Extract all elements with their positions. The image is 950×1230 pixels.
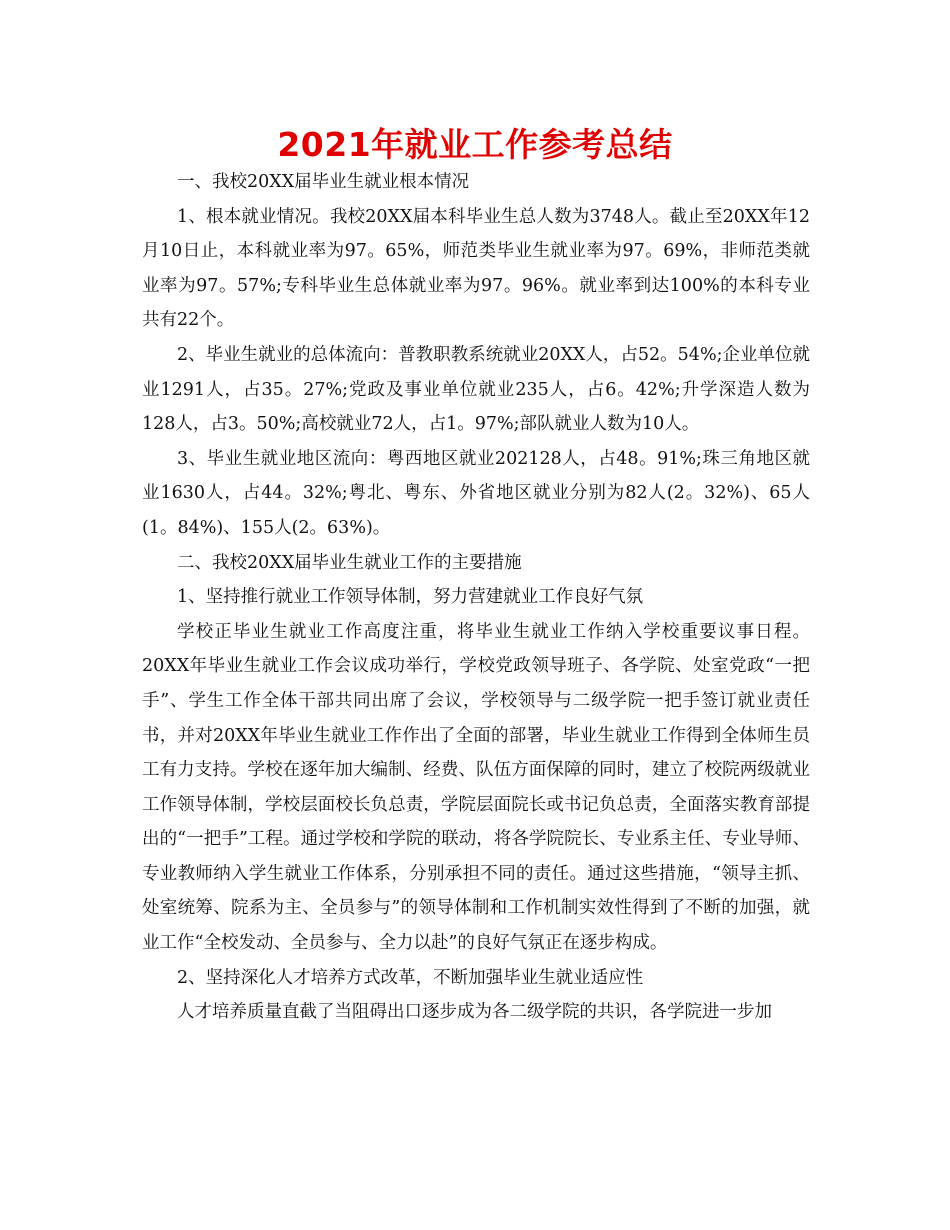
paragraph-regional-flow: 3、毕业生就业地区流向：粤西地区就业202128人，占48。91%;珠三角地区就业1630人，占44。32%;粤北、粤东、外省地区就业分别为82人(2。32%)、65人(1。84%)、155人(2。63%)。 (142, 448, 810, 538)
paragraph-leadership-system: 学校正毕业生就业工作高度注重，将毕业生就业工作纳入学校重要议事日程。20XX年毕业生就业工作会议成功举行，学校党政领导班子、各学院、处室党政“一把手”、学生工作全体干部共同出席了会议，学校领导与二级学院一把手签订就业责任书，并对20XX年毕业生就业工作作出了全面的部署，毕业生就业工作得到全体师生员工有力支持。学校在逐年加大编制、经费、队伍方面保障的同时，建立了校院两级就业工作领导体制，学校层面校长负总责，学院层面院长或书记负总责，全面落实教育部提出的“一把手”工程。通过学校和学院的联动，将各学院院长、专业系主任、专业导师、专业教师纳入学生就业工作体系，分别承担不同的责任。通过这些措施，“领导主抓、处室统筹、院系为主、全员参与”的领导体制和工作机制实效性得到了不断的加强，就业工作“全校发动、全员参与、全力以赴”的良好气氛正在逐步构成。 (142, 621, 810, 954)
section-heading-2: 二、我校20XX届毕业生就业工作的主要措施 (177, 552, 522, 573)
subheading-training-reform: 2、坚持深化人才培养方式改革，不断加强毕业生就业适应性 (177, 967, 644, 988)
paragraph-basic-employment: 1、根本就业情况。我校20XX届本科毕业生总人数为3748人。截止至20XX年12月10日止，本科就业率为97。65%，师范类毕业生就业率为97。69%，非师范类就业率为97。57%;专科毕业生总体就业率为97。96%。就业率到达100%的本科专业共有22个。 (142, 206, 810, 331)
document-title: 2021年就业工作参考总结 (277, 125, 673, 164)
subheading-leadership-system: 1、坚持推行就业工作领导体制，努力营建就业工作良好气氛 (177, 587, 644, 608)
document-body (142, 165, 810, 1030)
paragraph-training-reform: 人才培养质量直截了当阻碍出口逐步成为各二级学院的共识，各学院进一步加 (177, 1002, 772, 1023)
section-heading-1: 一、我校20XX届毕业生就业根本情况 (177, 172, 470, 192)
paragraph-overall-flow: 2、毕业生就业的总体流向：普教职教系统就业20XX人，占52。54%;企业单位就业1291人，占35。27%;党政及事业单位就业235人，占6。42%;升学深造人数为128人，占3。50%;高校就业72人，占1。97%;部队就业人数为10人。 (142, 344, 810, 435)
